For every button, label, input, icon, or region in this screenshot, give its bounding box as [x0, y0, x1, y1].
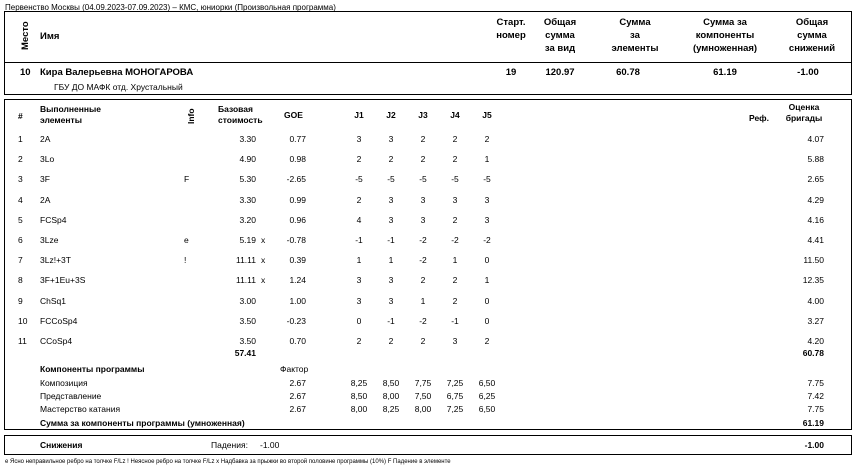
element-judge-score: -1	[451, 316, 459, 326]
element-judge-score: 3	[356, 134, 362, 144]
element-base-value: 11.11	[235, 255, 256, 265]
element-base-value: 11.11	[235, 275, 256, 285]
element-panel-score: 4.00	[807, 296, 824, 306]
element-judge-score: 2	[420, 154, 426, 164]
element-number: 6	[18, 235, 23, 245]
component-score: 7.42	[807, 391, 824, 401]
component-judge-score: 6,50	[478, 378, 496, 388]
element-base-value: 3.50	[239, 316, 256, 326]
element-code: FCCoSp4	[40, 316, 78, 326]
element-judge-score: 3	[420, 195, 426, 205]
elements-num-header: #	[18, 111, 23, 121]
total-score-header: Общая сумма за вид	[543, 17, 577, 54]
element-number: 9	[18, 296, 23, 306]
element-judge-score: 1	[484, 154, 490, 164]
element-code: CCoSp4	[40, 336, 73, 346]
element-judge-score: 1	[452, 255, 458, 265]
element-bonus-mark: x	[261, 275, 266, 285]
element-code: 2A	[40, 195, 51, 205]
judge-header-3: J3	[418, 110, 428, 120]
element-judge-score: -1	[387, 316, 395, 326]
element-bonus-mark: x	[261, 255, 266, 265]
element-judge-score: 2	[452, 215, 458, 225]
element-code: 3Lz!+3T	[40, 255, 71, 265]
element-goe: 1.24	[289, 275, 306, 285]
element-judge-score: 3	[388, 296, 394, 306]
element-judge-score: 2	[356, 336, 362, 346]
element-judge-score: 2	[388, 336, 394, 346]
element-judge-score: 3	[388, 134, 394, 144]
element-judge-score: -5	[387, 174, 395, 184]
element-judge-score: 3	[452, 195, 458, 205]
element-code: 2A	[40, 134, 51, 144]
element-panel-score: 5.88	[807, 154, 824, 164]
place-header: Место	[20, 21, 31, 50]
component-judge-score: 7,25	[446, 378, 464, 388]
element-base-value: 5.19	[239, 235, 256, 245]
component-name: Представление	[40, 391, 102, 401]
deductions-total: -1.00	[804, 440, 824, 450]
skater-club: ГБУ ДО МАФК отд. Хрустальный	[54, 82, 183, 92]
falls-label: Падения:	[211, 440, 248, 450]
elements-info-header: Info	[186, 108, 196, 124]
element-panel-score: 12.35	[802, 275, 824, 285]
skater-place: 10	[20, 67, 31, 78]
component-judge-score: 8,25	[350, 378, 368, 388]
element-judge-score: 0	[484, 316, 490, 326]
event-title: Первенство Москвы (04.09.2023-07.09.2023) – КМС, юниорки (Произвольная программа)	[5, 3, 336, 12]
deductions-label: Снижения	[40, 440, 83, 450]
elements-goe-header: GOE	[284, 110, 303, 120]
deductions-box	[4, 435, 852, 455]
element-judge-score: 2	[452, 296, 458, 306]
footnote: e Ясно неправильное ребро на толчке F/Lz ! Неясное ребро на толчке F/Lz x Надбавка за прыжки во второй половине программы (10%) F Падение в элементе	[5, 459, 451, 465]
component-judge-score: 6,25	[478, 391, 496, 401]
element-judge-score: 2	[452, 154, 458, 164]
element-base-value: 4.90	[239, 154, 256, 164]
element-judge-score: -2	[483, 235, 491, 245]
element-judge-score: -5	[355, 174, 363, 184]
judge-header-1: J1	[354, 110, 364, 120]
elements-ref-header: Реф.	[749, 113, 769, 123]
judge-header-5: J5	[482, 110, 492, 120]
element-number: 10	[18, 316, 28, 326]
element-judge-score: 2	[420, 134, 426, 144]
element-judge-score: 2	[388, 154, 394, 164]
element-base-value: 3.20	[239, 215, 256, 225]
skater-pcs-score: 61.19	[713, 67, 737, 78]
element-judge-score: 1	[356, 255, 362, 265]
element-goe: 0.99	[289, 195, 306, 205]
component-judge-score: 7,50	[414, 391, 432, 401]
element-number: 1	[18, 134, 23, 144]
element-goe: 0.39	[289, 255, 306, 265]
element-judge-score: 3	[420, 215, 426, 225]
element-judge-score: -2	[419, 316, 427, 326]
element-base-value: 5.30	[239, 174, 256, 184]
element-judge-score: 3	[388, 195, 394, 205]
element-base-value: 3.30	[239, 134, 256, 144]
deductions-header: Общая сумма снижений	[788, 17, 836, 54]
element-judge-score: -5	[483, 174, 491, 184]
element-judge-score: 2	[452, 134, 458, 144]
element-info: e	[184, 235, 189, 245]
element-judge-score: 3	[452, 336, 458, 346]
elements-panel-header: Оценка бригады	[785, 102, 823, 123]
component-factor: 2.67	[289, 391, 306, 401]
element-judge-score: -2	[451, 235, 459, 245]
element-judge-score: -2	[419, 235, 427, 245]
component-judge-score: 8,25	[382, 404, 400, 414]
element-info: !	[184, 255, 187, 265]
element-judge-score: -2	[419, 255, 427, 265]
skater-total-score: 120.97	[545, 67, 575, 78]
component-score: 7.75	[807, 378, 824, 388]
element-number: 3	[18, 174, 23, 184]
element-panel-score: 4.16	[807, 215, 824, 225]
summary-header-divider	[4, 62, 852, 63]
element-judge-score: -1	[355, 235, 363, 245]
skater-start-number: 19	[505, 67, 517, 78]
element-judge-score: 2	[356, 154, 362, 164]
element-panel-score: 3.27	[807, 316, 824, 326]
skater-element-score: 60.78	[616, 67, 640, 78]
element-judge-score: 1	[420, 296, 426, 306]
skater-deductions: -1.00	[797, 67, 819, 78]
base-total: 57.41	[234, 348, 256, 358]
element-goe: 0.77	[289, 134, 306, 144]
element-judge-score: 0	[356, 316, 362, 326]
element-judge-score: 2	[452, 275, 458, 285]
component-score: 7.75	[807, 404, 824, 414]
element-number: 8	[18, 275, 23, 285]
element-code: 3F	[40, 174, 50, 184]
element-panel-score: 2.65	[807, 174, 824, 184]
component-judge-score: 6,75	[446, 391, 464, 401]
element-judge-score: -5	[451, 174, 459, 184]
element-goe: 1.00	[289, 296, 306, 306]
element-judge-score: -5	[419, 174, 427, 184]
components-title: Компоненты программы	[40, 364, 145, 374]
name-header: Имя	[40, 31, 60, 42]
element-code: 3F+1Eu+3S	[40, 275, 86, 285]
component-factor: 2.67	[289, 378, 306, 388]
falls-value: -1.00	[260, 440, 280, 450]
element-goe: 0.96	[289, 215, 306, 225]
component-judge-score: 8,50	[350, 391, 368, 401]
component-judge-score: 8,00	[350, 404, 368, 414]
element-code: ChSq1	[40, 296, 66, 306]
component-name: Мастерство катания	[40, 404, 121, 414]
element-info: F	[184, 174, 190, 184]
element-judge-score: -1	[387, 235, 395, 245]
tes-total: 60.78	[802, 348, 824, 358]
element-number: 2	[18, 154, 23, 164]
element-judge-score: 2	[484, 336, 490, 346]
element-judge-score: 3	[388, 275, 394, 285]
element-judge-score: 2	[420, 275, 426, 285]
element-goe: -0.23	[286, 316, 306, 326]
skater-name: Кира Валерьевна МОНОГАРОВА	[40, 67, 194, 78]
element-code: 3Lze	[40, 235, 59, 245]
element-base-value: 3.50	[239, 336, 256, 346]
element-number: 11	[18, 336, 27, 346]
element-judge-score: 3	[484, 215, 490, 225]
element-judge-score: 3	[356, 296, 362, 306]
element-judge-score: 1	[484, 275, 490, 285]
element-judge-score: 3	[484, 195, 490, 205]
component-judge-score: 8,00	[382, 391, 400, 401]
component-judge-score: 8,00	[414, 404, 432, 414]
judge-header-2: J2	[386, 110, 396, 120]
element-judge-score: 4	[356, 215, 362, 225]
element-judge-score: 0	[484, 255, 490, 265]
element-base-value: 3.30	[239, 195, 256, 205]
component-factor: 2.67	[289, 404, 306, 414]
element-panel-score: 4.20	[807, 336, 824, 346]
element-goe: -2.65	[286, 174, 306, 184]
pcs-score-header: Сумма за компоненты (умноженная)	[692, 17, 758, 54]
element-number: 7	[18, 255, 23, 265]
element-code: 3Lo	[40, 154, 55, 164]
element-number: 4	[18, 195, 23, 205]
element-goe: 0.98	[289, 154, 306, 164]
element-goe: -0.78	[286, 235, 306, 245]
elements-name-header: Выполненные элементы	[40, 104, 102, 125]
judge-header-4: J4	[450, 110, 460, 120]
element-panel-score: 4.29	[807, 195, 824, 205]
component-judge-score: 8,50	[382, 378, 400, 388]
element-bonus-mark: x	[261, 235, 266, 245]
element-judge-score: 3	[356, 275, 362, 285]
element-goe: 0.70	[289, 336, 306, 346]
element-judge-score: 2	[420, 336, 426, 346]
component-judge-score: 6,50	[478, 404, 496, 414]
element-panel-score: 4.41	[807, 235, 824, 245]
elements-base-header: Базовая стоимость	[218, 104, 263, 125]
start-number-header: Старт. номер	[496, 17, 526, 41]
element-judge-score: 2	[356, 195, 362, 205]
element-number: 5	[18, 215, 23, 225]
element-code: FCSp4	[40, 215, 67, 225]
components-sum-label: Сумма за компоненты программы (умноженная)	[40, 418, 245, 428]
components-factor-header: Фактор	[280, 364, 309, 374]
element-score-header: Сумма за элементы	[611, 17, 659, 54]
components-sum-value: 61.19	[802, 418, 824, 428]
element-judge-score: 0	[484, 296, 490, 306]
component-judge-score: 7,25	[446, 404, 464, 414]
component-name: Композиция	[40, 378, 88, 388]
component-judge-score: 7,75	[414, 378, 432, 388]
element-panel-score: 4.07	[807, 134, 824, 144]
element-judge-score: 2	[484, 134, 490, 144]
element-base-value: 3.00	[239, 296, 256, 306]
element-judge-score: 1	[388, 255, 394, 265]
element-judge-score: 3	[388, 215, 394, 225]
element-panel-score: 11.50	[803, 255, 824, 265]
